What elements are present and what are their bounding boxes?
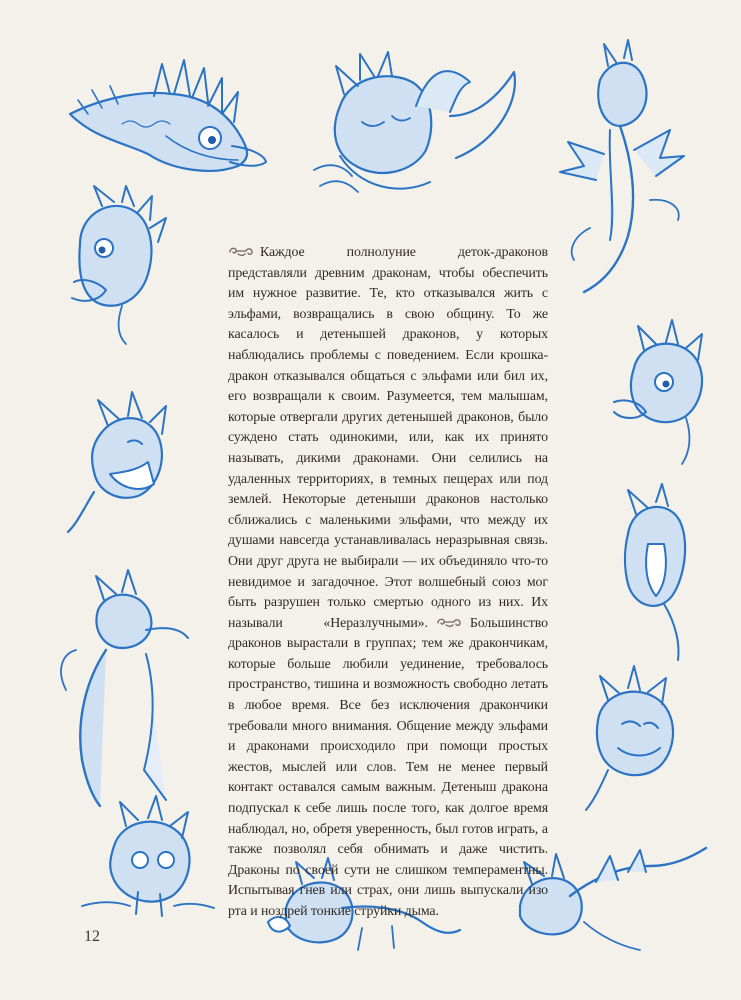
paragraph-part-2: Большинство драконов вырастали в группах; тем же дракончикам, которые больше любили уединение, требовалось пространство, тишина и возможность свободно летать в любое время. Все без исключения дракончики требовали много внимания. Общение между эльфами и драконами происходило при помощи простых жестов, мыслей или слов. Тем не менее первый контакт оставался самым важным. Детеныш дракона подпускал к себе лишь после того, как долгое время наблюдал, но, обретя уверенность, был готов играть, а также позволял себя обнимать и даже чистить. Драконы по своей сути не слишком темпераментны. Испытывая гнев или страх, они лишь выпускали изо рта и ноздрей тонкие струйки дыма. (228, 615, 548, 919)
dragon-sketch-right-1 (604, 318, 714, 468)
body-paragraph (228, 243, 548, 923)
dragon-sketch-top-left (62, 50, 272, 175)
dragon-sketch-right-2 (608, 484, 698, 664)
paragraph-part-1: Каждое полнолуние деток-драконов представляли древним драконам, чтобы обеспечить им нужное развитие. Те, кто отказывался жить с эльфами, возвращались в свою общину. То же касалось и детенышей драконов, у которых наблюдались проблемы с поведением. Если крошка-дракон отказывался общаться с эльфами или бил их, его возвращали к своим. Разумеется, тем малышам, которые отвергали других детенышей драконов, было суждено стать одинокими, или, как их принято называть, дикими драконами. Они селились на удаленных территориях, в темных пещерах или под землей. Некоторые детеныши драконов настолько сближались с маленькими эльфами, что между их душами навсегда устанавливалась неразрывная связь. Они друг друга не выбирали — их объединяло что-то невидимое и загадочное. Этот волшебный союз мог быть разрушен только смертью одного из них. Их называли «Неразлучными». (228, 245, 548, 631)
swirl-ornament-icon (228, 244, 254, 255)
body-text (228, 243, 548, 923)
dragon-sketch-top-right (560, 40, 700, 300)
dragon-sketch-left-3 (46, 570, 196, 810)
dragon-sketch-left-1 (66, 186, 176, 346)
dragon-sketch-left-2 (58, 392, 188, 542)
swirl-ornament-icon (436, 615, 462, 626)
dragon-sketch-right-3 (578, 664, 698, 814)
page-number: 12 (84, 928, 100, 945)
dragon-sketch-top-center (300, 46, 530, 196)
dragon-sketch-bottom-left (78, 796, 218, 926)
